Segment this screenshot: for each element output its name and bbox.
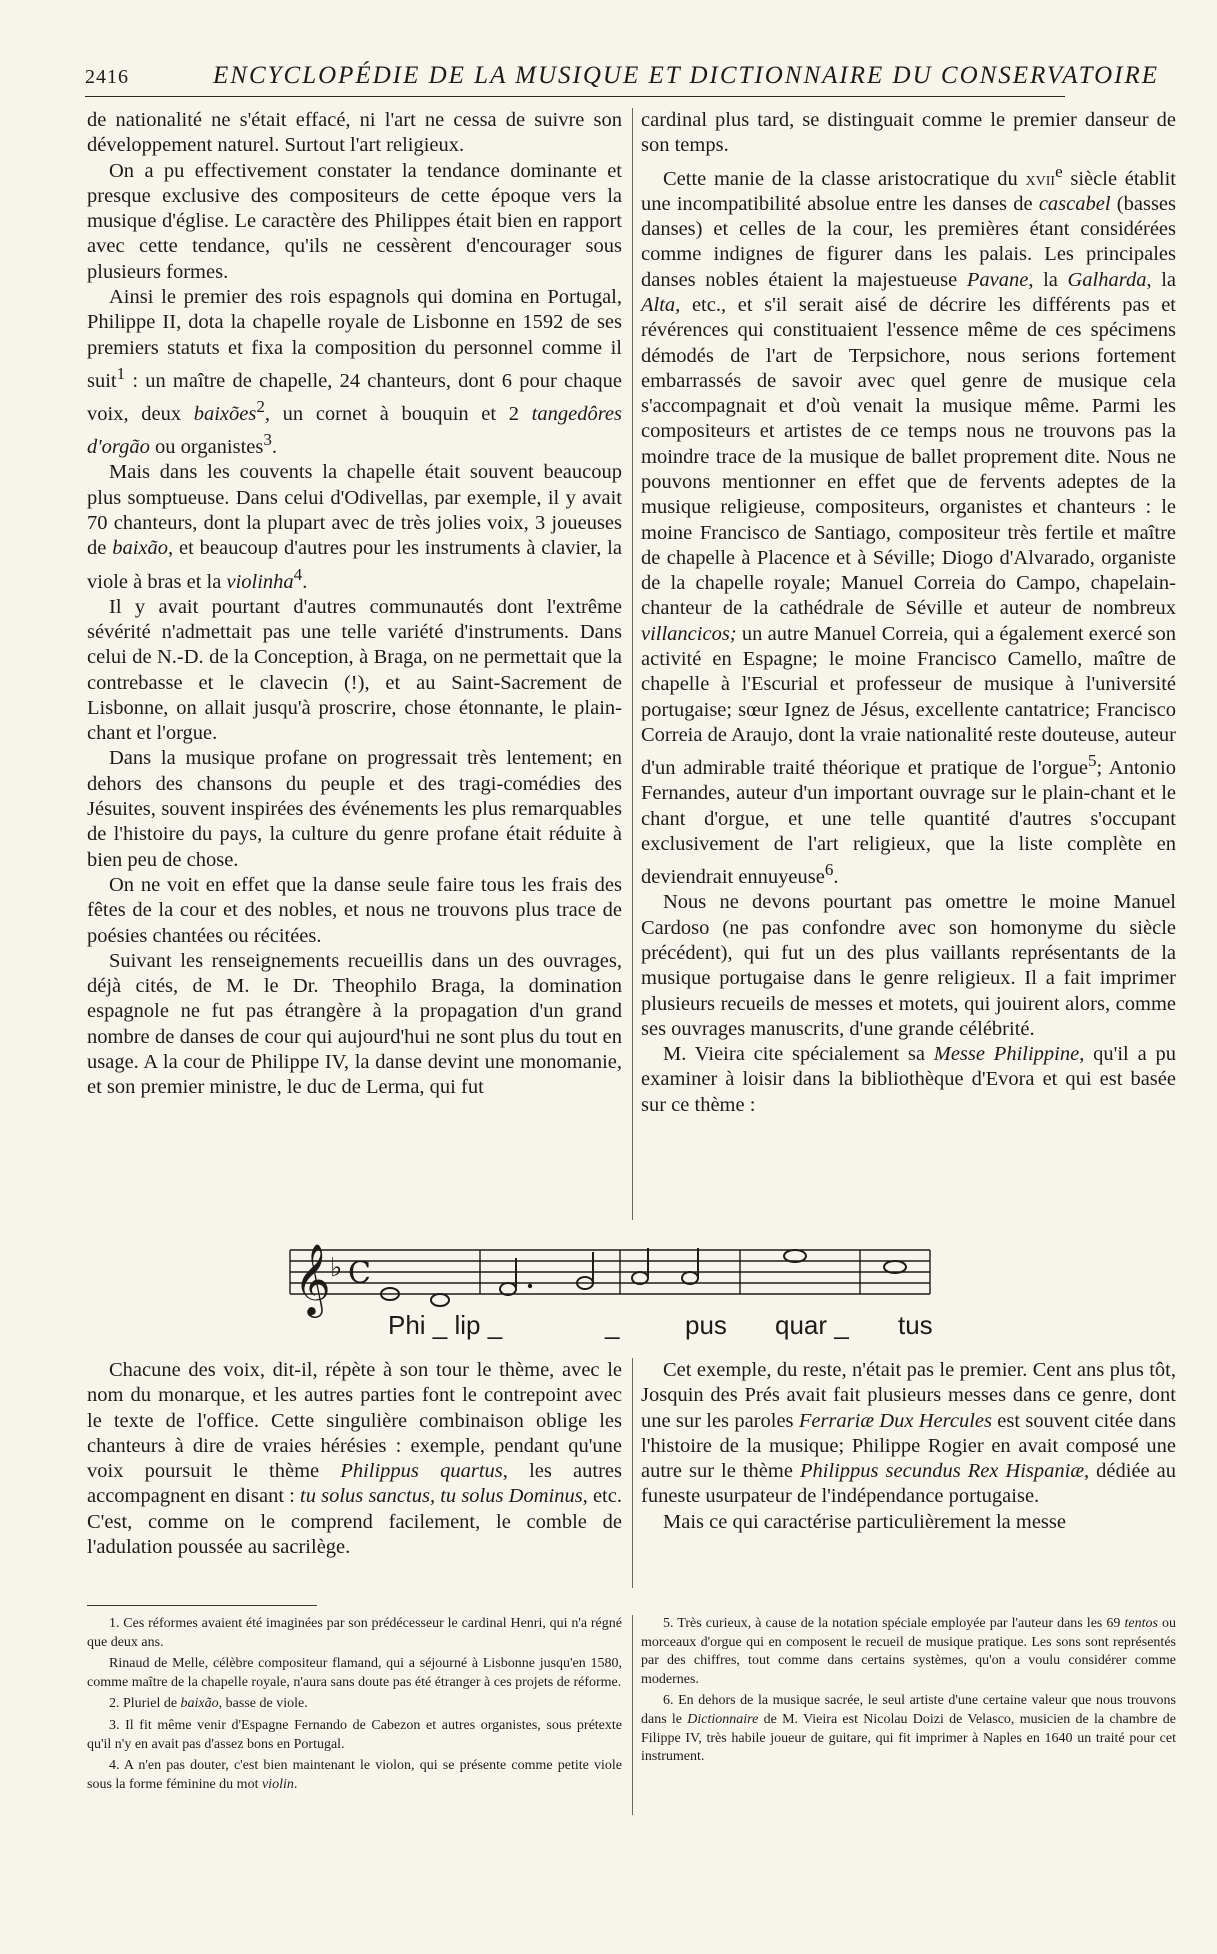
footnote: 5. Très curieux, à cause de la notation spéciale employée par l'auteur dans les 69 tentos ou morceaux d'orgue qui en composent le recueil de musique pratique. Les sons sont représentés par des chiffres, tout comme dans certains systèmes, qu'on a voulu considérer comme modernes. <box>641 1616 1176 1687</box>
footnote: 3. Il fit même venir d'Espagne Fernando de Cabezon et autres organistes, sous prétexte qu'il n'y en avait pas d'assez bons en Portugal. <box>87 1717 622 1752</box>
column-separator-footnotes <box>632 1615 633 1815</box>
page-number: 2416 <box>85 66 129 88</box>
left-column-bottom <box>87 1358 622 1560</box>
footnote: 2. Pluriel de baixão, basse de viole. <box>109 1696 308 1712</box>
paragraph: Il y avait pourtant d'autres communautés dont l'extrême sévérité n'admettait pas une telle variété d'instruments. Dans celui de N.-D. de la Conception, à Braga, on ne permettait que la contrebasse et le clavecin (!), et au Saint-Sacrement de Lisbonne, on allait jusqu'à proscrire, chose étonnante, le plain-chant et l'orgue. <box>87 595 622 745</box>
lyric-syllable: tus <box>898 1310 933 1340</box>
paragraph: Mais ce qui caractérise particulièrement la messe <box>663 1510 1066 1533</box>
paragraph: cardinal plus tard, se distinguait comme le premier danseur de son temps. <box>641 109 1176 157</box>
right-column-bottom <box>641 1358 1176 1535</box>
footnotes-left <box>87 1615 622 1797</box>
footnote: 4. A n'en pas douter, c'est bien maintenant le violon, qui se présente comme petite viole sous la forme féminine du mot violin. <box>87 1758 622 1792</box>
paragraph: Cette manie de la classe aristocratique du xvii$^e$ siècle établit une incompatibilité absolue entre les danses de cascabel (basses danses) et celles de la cour, les premières étant considérées comme indignes de figurer dans les palais. Les principales danses nobles étaient la majestueuse Pavane, la Galharda, la Alta, etc., et s'il serait aisé de décrire les différents pas et révérences qui constituaient l'essence même de ces spécimens démodés de l'art de Terpsichore, nous serions fortement embarrassés de savoir avec quel genre de musique cela s'accompagnait et d'où venait la musique même. Parmi les compositeurs et artistes de ce temps nous ne trouvons pas la moindre trace de la musique de ballet proprement dite. Nous ne pouvons mentionner en effet que de fervents adeptes de la musique religieuse, compositeurs, organistes et chanteurs : le moine Francisco de Santiago, compositeur très fertile et maître de chapelle à Placence et à Séville; Diogo d'Alvarado, organiste de la chapelle royale; Manuel Correia do Campo, chapelain-chanteur de la cathédrale de Séville et auteur de nombreux villancicos; un autre Manuel Correia, qui a également exercé son activité en Espagne; le moine Francisco Camello, maître de chapelle à l'Escurial et professeur de musique à l'université portugaise; sœur Ignez de Jésus, excellente cantatrice; Francisco Correia de Araujo, dont la vraie nationalité reste douteuse, auteur d'un admirable traité théorique et pratique de l'orgue$^5$; Antonio Fernandes, auteur d'un important ouvrage sur le plain-chant et le chant d'orgue, et une telle quantité d'autres s'occupant exclusivement de l'art religieux, que la liste complète en deviendrait ennuyeuse$^6$. <box>641 161 1177 889</box>
column-separator-bottom <box>632 1358 633 1588</box>
running-title: ENCYCLOPÉDIE DE LA MUSIQUE ET DICTIONNAIRE DU CONSERVATOIRE <box>213 62 1160 89</box>
footnote-rule <box>87 1605 317 1606</box>
lyric-syllable: pus <box>685 1310 727 1340</box>
paragraph: M. Vieira cite spécialement sa Messe Philippine, qu'il a pu examiner à loisir dans la bibliothèque d'Evora et qui est basée sur ce thème : <box>641 1043 1176 1116</box>
footnote: Rinaud de Melle, célèbre compositeur flamand, qui a séjourné à Lisbonne jusqu'en 1580, comme maître de la chapelle royale, n'aura sans doute pas été étranger à ces projets de réforme. <box>87 1656 622 1690</box>
paragraph: Cet exemple, du reste, n'était pas le premier. Cent ans plus tôt, Josquin des Prés avait fait plusieurs messes dans ce genre, dont une sur les paroles Ferrariæ Dux Hercules est souvent citée dans l'histoire de la musique; Philippe Rogier en avait composé une autre sur le thème Philippus secundus Rex Hispaniæ, dédiée au funeste usurpateur de l'indépendance portugaise. <box>641 1359 1177 1508</box>
column-separator-top <box>632 108 633 1220</box>
paragraph: On ne voit en effet que la danse seule faire tous les frais des fêtes de la cour et des nobles, et nous ne trouvons plus trace de poésies chantées ou récitées. <box>87 873 622 947</box>
paragraph: On a pu effectivement constater la tendance dominante et presque exclusive des compositeurs de cette époque vers la musique d'église. Le caractère des Philippes était bien en rapport avec cette tendance, qu'ils ne cessèrent d'encourager sous plusieurs formes. <box>87 159 622 283</box>
footnote-ref: 3 <box>263 430 272 450</box>
treble-clef-icon: 𝄞 <box>294 1242 331 1315</box>
footnotes-right <box>641 1615 1176 1770</box>
paragraph: Mais dans les couvents la chapelle était souvent beaucoup plus somptueuse. Dans celui d'Odivellas, par exemple, il y avait 70 chanteurs, dont la plupart avec de très jolies voix, 3 joueuses de baixão, et beaucoup d'autres pour les instruments à clavier, la viole à bras et la violinha$^4$. <box>87 461 622 593</box>
footnote-ref: 2 <box>256 397 265 417</box>
header-rule <box>85 96 1065 97</box>
cut-time-icon: C <box>348 1256 371 1291</box>
footnote-ref: 4 <box>293 564 303 584</box>
paragraph: Chacune des voix, dit-il, répète à son tour le thème, avec le nom du monarque, et les autres parties font le contrepoint avec le texte de l'office. Cette singulière combinaison oblige les chanteurs à dire de vraies hérésies : exemple, pendant qu'une voix poursuit le thème Philippus quartus, les autres accompagnent en disant : tu solus sanctus, tu solus Dominus, etc. C'est, comme on le comprend facilement, le comble de l'adulation poussée au sacrilège. <box>87 1359 622 1559</box>
right-column-top <box>641 108 1176 1118</box>
footnote: 1. Ces réformes avaient été imaginées par son prédécesseur le cardinal Henri, qui n'a régné que deux ans. <box>87 1616 622 1650</box>
left-column-top <box>87 108 622 1101</box>
paragraph: de nationalité ne s'était effacé, ni l'art ne cessa de suivre son développement naturel. Surtout l'art religieux. <box>87 109 622 157</box>
paragraph: Nous ne devons pourtant pas omettre le moine Manuel Cardoso (ne pas confondre avec son homonyme du siècle précédent), qui fut un des plus vaillants représentants de la musique portugaise dans le genre religieux. Il a fait imprimer plusieurs recueils de messes et motets, qui jouirent alors, comme ses ouvrages manuscrits, d'une grande célébrité. <box>641 891 1176 1040</box>
lyric-syllable: _ <box>605 1310 620 1340</box>
footnote-ref: 1 <box>116 363 126 383</box>
footnote: 6. En dehors de la musique sacrée, le seul artiste d'une certaine valeur que nous trouvons dans le Dictionnaire de M. Vieira est Nicolau Doizi de Velasco, musicien de la chambre de Filippe IV, très habile joueur de guitare, qui fit imprimer à Naples en 1640 un traité pour cet instrument. <box>641 1693 1177 1765</box>
lyric-syllable: quar _ <box>775 1310 849 1340</box>
paragraph: Ainsi le premier des rois espagnols qui domina en Portugal, Philippe II, dota la chapelle royale de Lisbonne en 1592 de ses premiers statuts et fixa la composition du personnel comme il suit$^1$ : un maître de chapelle, 24 chanteurs, dont 6 pour chaque voix, deux baixões$^2$, un cornet à bouquin et 2 tangedôres d'orgão ou organistes$^3$. <box>87 286 623 459</box>
footnote-ref: 6 <box>824 860 834 880</box>
lyric-syllable: Phi _ lip _ <box>388 1310 503 1340</box>
footnote-ref: 5 <box>1087 751 1097 771</box>
paragraph: Dans la musique profane on progressait très lentement; en dehors des chansons du peuple et des tragi-comédies des Jésuites, souvent inspirées des événements les plus remarquables de l'histoire du pays, la culture du genre profane était réduite à bien peu de chose. <box>87 747 622 871</box>
paragraph: Suivant les renseignements recueillis dans un des ouvrages, déjà cités, de M. le Dr. Theophilo Braga, la domination espagnole ne fut pas étrangère à la propagation d'un grand nombre de danses de cour qui aujourd'hui ne sont plus du tout en usage. A la cour de Philippe IV, la danse devint une monomanie, et son premier ministre, le duc de Lerma, qui fut <box>87 949 622 1099</box>
flat-sign-icon: ♭ <box>330 1253 343 1283</box>
